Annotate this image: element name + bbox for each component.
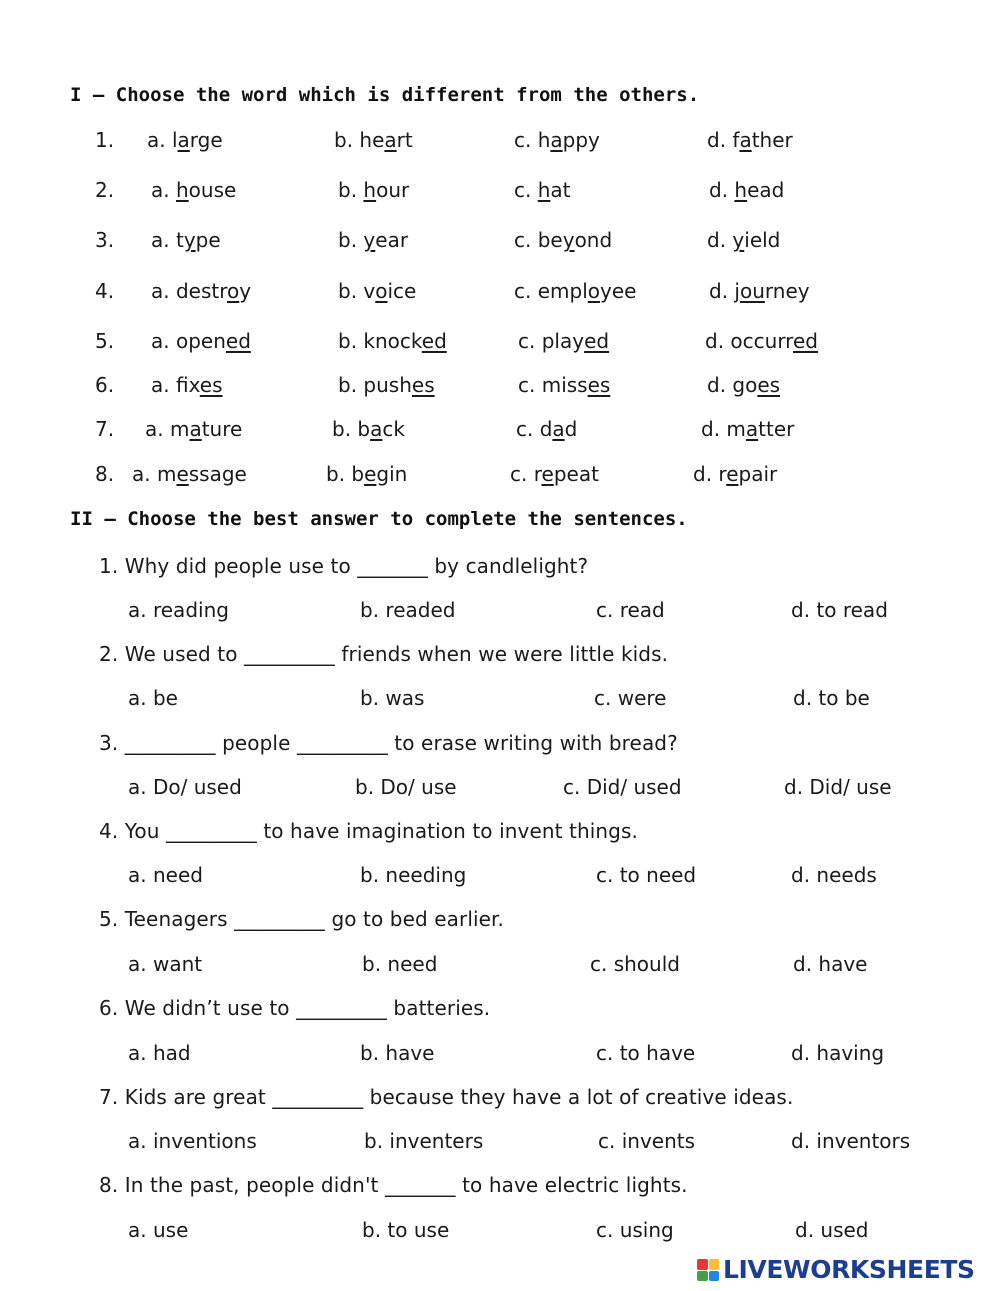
option-text: pe (195, 228, 221, 252)
answer-option[interactable] (132, 459, 247, 489)
question-row (0, 370, 1000, 400)
question-row (0, 125, 1000, 155)
question-text: 7. Kids are great _________ because they have a lot of creative ideas. (99, 1085, 794, 1109)
underlined-sound: o (227, 279, 240, 303)
option-text: ture (201, 417, 243, 441)
option-text: a. m (132, 462, 177, 486)
answer-option[interactable] (151, 175, 236, 205)
section1-heading: I – Choose the word which is different from the others. (70, 84, 700, 106)
option-text: y (239, 279, 252, 303)
option-text: ice (387, 279, 417, 303)
answer-option[interactable] (151, 326, 251, 356)
answer-option[interactable]: c. to have (596, 1041, 696, 1065)
option-text: d. m (701, 417, 746, 441)
answer-option[interactable]: d. used (795, 1218, 869, 1242)
answer-option[interactable] (709, 175, 784, 205)
options-row (0, 860, 1000, 890)
question-row (0, 1082, 1000, 1112)
option-text: b. v (338, 279, 376, 303)
options-row (0, 1038, 1000, 1068)
answer-option[interactable] (518, 326, 609, 356)
option-text: d. go (707, 373, 758, 397)
underlined-sound: y (183, 228, 196, 252)
underlined-sound: e (726, 462, 739, 486)
answer-option[interactable] (145, 414, 242, 444)
option-text: d. j (709, 279, 740, 303)
option-text: peat (553, 462, 599, 486)
answer-option[interactable]: b. to use (362, 1218, 450, 1242)
answer-option[interactable] (338, 370, 435, 400)
option-text: d. f (707, 128, 740, 152)
option-text: b. (338, 228, 364, 252)
answer-option[interactable] (332, 414, 405, 444)
answer-option[interactable] (514, 125, 600, 155)
underlined-sound: h (363, 178, 377, 202)
question-row (0, 816, 1000, 846)
option-text: rney (764, 279, 810, 303)
underlined-sound: h (175, 178, 189, 202)
option-text: ear (375, 228, 409, 252)
answer-option[interactable]: a. inventions (128, 1129, 257, 1153)
answer-option[interactable]: d. Did/ use (784, 775, 892, 799)
question-text: 6. We didn’t use to _________ batteries. (99, 996, 491, 1020)
question-number: 7. (95, 417, 115, 441)
underlined-sound: ed (584, 329, 610, 353)
options-row (0, 1215, 1000, 1245)
underlined-sound: ou (739, 279, 765, 303)
option-text: b. b (332, 417, 371, 441)
option-text: a. open (151, 329, 226, 353)
answer-option[interactable]: b. Do/ use (355, 775, 457, 799)
answer-option[interactable]: b. was (360, 686, 425, 710)
answer-option[interactable] (514, 225, 612, 255)
section2-heading: II – Choose the best answer to complete the sentences. (70, 508, 688, 530)
option-text: our (376, 178, 410, 202)
option-text: b. b (326, 462, 365, 486)
underlined-sound: o (375, 279, 388, 303)
answer-option[interactable]: b. needing (360, 863, 467, 887)
question-row (0, 225, 1000, 255)
option-text: b. knock (338, 329, 422, 353)
question-text: 4. You _________ to have imagination to invent things. (99, 819, 638, 843)
underlined-sound: ed (421, 329, 447, 353)
option-text: a. destr (151, 279, 228, 303)
underlined-sound: h (734, 178, 748, 202)
option-text: ssage (188, 462, 247, 486)
option-text: d. r (693, 462, 727, 486)
answer-option[interactable]: a. want (128, 952, 203, 976)
option-text: ck (382, 417, 405, 441)
underlined-sound: y (562, 228, 575, 252)
underlined-sound: a (745, 417, 759, 441)
answer-option[interactable]: c. to need (596, 863, 697, 887)
question-row (0, 551, 1000, 581)
option-text: b. he (334, 128, 385, 152)
answer-option[interactable]: c. read (596, 598, 665, 622)
option-text: gin (376, 462, 408, 486)
underlined-sound: es (411, 373, 435, 397)
liveworksheets-logo (697, 1255, 997, 1285)
option-text: d. occurr (705, 329, 793, 353)
underlined-sound: e (364, 462, 377, 486)
option-text: ield (744, 228, 781, 252)
answer-option[interactable]: c. were (594, 686, 667, 710)
question-row (0, 276, 1000, 306)
question-number: 3. (95, 228, 115, 252)
answer-option[interactable]: c. should (590, 952, 680, 976)
answer-option[interactable]: d. having (791, 1041, 885, 1065)
option-text: ther (751, 128, 793, 152)
question-number: 4. (95, 279, 115, 303)
question-text: 5. Teenagers _________ go to bed earlier. (99, 907, 504, 931)
answer-option[interactable]: b. readed (360, 598, 456, 622)
logo-square (709, 1259, 720, 1270)
logo-square (697, 1259, 708, 1270)
question-number: 2. (95, 178, 115, 202)
underlined-sound: a (384, 128, 397, 152)
answer-option[interactable]: a. reading (128, 598, 229, 622)
question-number: 5. (95, 329, 115, 353)
underlined-sound: a (177, 128, 190, 152)
underlined-sound: e (176, 462, 189, 486)
question-number: 6. (95, 373, 115, 397)
underlined-sound: e (541, 462, 554, 486)
answer-option[interactable]: d. have (793, 952, 868, 976)
underlined-sound: es (199, 373, 223, 397)
option-text: rt (396, 128, 413, 152)
answer-option[interactable] (701, 414, 794, 444)
underlined-sound: a (550, 128, 563, 152)
underlined-sound: ed (792, 329, 818, 353)
answer-option[interactable]: b. inventers (364, 1129, 484, 1153)
option-text: a. (151, 178, 176, 202)
answer-option[interactable]: c. Did/ used (563, 775, 682, 799)
answer-option[interactable]: a. use (128, 1218, 189, 1242)
answer-option[interactable] (518, 370, 610, 400)
answer-option[interactable]: a. Do/ used (128, 775, 242, 799)
liveworksheets-logo-icon (697, 1259, 719, 1281)
answer-option[interactable] (707, 125, 793, 155)
option-text: c. r (510, 462, 542, 486)
logo-text: LIVEWORKSHEETS (723, 1255, 975, 1284)
answer-option[interactable] (516, 414, 577, 444)
answer-option[interactable] (147, 125, 223, 155)
question-text: 1. Why did people use to _______ by candlelight? (99, 554, 589, 578)
options-row (0, 949, 1000, 979)
question-row (0, 993, 1000, 1023)
options-row (0, 595, 1000, 625)
option-text: ppy (562, 128, 600, 152)
question-row (0, 175, 1000, 205)
answer-option[interactable] (514, 175, 571, 205)
answer-option[interactable]: d. needs (791, 863, 877, 887)
answer-option[interactable]: d. inventors (791, 1129, 911, 1153)
option-text: pair (738, 462, 778, 486)
option-text: d. (707, 228, 733, 252)
answer-option[interactable]: b. need (362, 952, 438, 976)
logo-square (709, 1271, 720, 1282)
option-text: c. (514, 178, 538, 202)
answer-option[interactable] (338, 175, 409, 205)
answer-option[interactable]: a. be (128, 686, 178, 710)
answer-option[interactable] (510, 459, 599, 489)
answer-option[interactable]: b. have (360, 1041, 435, 1065)
underlined-sound: o (587, 279, 600, 303)
option-text: a. m (145, 417, 190, 441)
question-row (0, 728, 1000, 758)
question-text: 2. We used to _________ friends when we were little kids. (99, 642, 669, 666)
option-text: rge (189, 128, 223, 152)
option-text: a. fix (151, 373, 200, 397)
option-text: tter (758, 417, 795, 441)
answer-option[interactable] (707, 225, 780, 255)
answer-option[interactable]: a. had (128, 1041, 191, 1065)
question-row (0, 639, 1000, 669)
question-row (0, 414, 1000, 444)
question-number: 1. (95, 128, 115, 152)
option-text: c. be (514, 228, 563, 252)
question-number: 8. (95, 462, 115, 486)
underlined-sound: a (370, 417, 383, 441)
underlined-sound: ed (225, 329, 251, 353)
answer-option[interactable] (707, 370, 780, 400)
option-text: c. play (518, 329, 585, 353)
answer-option[interactable]: d. to read (791, 598, 888, 622)
option-text: ouse (188, 178, 237, 202)
options-row (0, 772, 1000, 802)
option-text: d (564, 417, 578, 441)
option-text: b. (338, 178, 364, 202)
option-text: yee (600, 279, 637, 303)
answer-option[interactable] (338, 276, 416, 306)
option-text: a. t (151, 228, 184, 252)
answer-option[interactable]: d. to be (793, 686, 870, 710)
option-text: a. l (147, 128, 178, 152)
option-text: ond (574, 228, 613, 252)
option-text: b. push (338, 373, 412, 397)
answer-option[interactable] (326, 459, 407, 489)
question-row (0, 326, 1000, 356)
underlined-sound: es (587, 373, 611, 397)
underlined-sound: h (537, 178, 551, 202)
logo-square (697, 1271, 708, 1282)
option-text: c. empl (514, 279, 588, 303)
question-text: 8. In the past, people didn't _______ to have electric lights. (99, 1173, 688, 1197)
answer-option[interactable] (693, 459, 777, 489)
question-row (0, 1170, 1000, 1200)
answer-option[interactable] (334, 125, 413, 155)
answer-option[interactable] (709, 276, 810, 306)
option-text: c. h (514, 128, 551, 152)
underlined-sound: a (552, 417, 565, 441)
answer-option[interactable] (151, 276, 251, 306)
underlined-sound: y (363, 228, 376, 252)
option-text: at (550, 178, 571, 202)
answer-option[interactable] (338, 326, 447, 356)
underlined-sound: a (189, 417, 202, 441)
option-text: d. (709, 178, 735, 202)
answer-option[interactable] (151, 370, 223, 400)
options-row (0, 1126, 1000, 1156)
options-row (0, 683, 1000, 713)
underlined-sound: a (739, 128, 752, 152)
underlined-sound: y (732, 228, 745, 252)
answer-option[interactable] (705, 326, 818, 356)
answer-option[interactable]: a. need (128, 863, 203, 887)
underlined-sound: es (757, 373, 781, 397)
answer-option[interactable]: c. invents (598, 1129, 696, 1153)
question-row (0, 904, 1000, 934)
answer-option[interactable] (514, 276, 636, 306)
answer-option[interactable] (338, 225, 408, 255)
option-text: c. miss (518, 373, 588, 397)
answer-option[interactable] (151, 225, 221, 255)
question-row (0, 459, 1000, 489)
option-text: ead (747, 178, 785, 202)
question-text: 3. _________ people _________ to erase writing with bread? (99, 731, 678, 755)
option-text: c. d (516, 417, 553, 441)
answer-option[interactable]: c. using (596, 1218, 674, 1242)
